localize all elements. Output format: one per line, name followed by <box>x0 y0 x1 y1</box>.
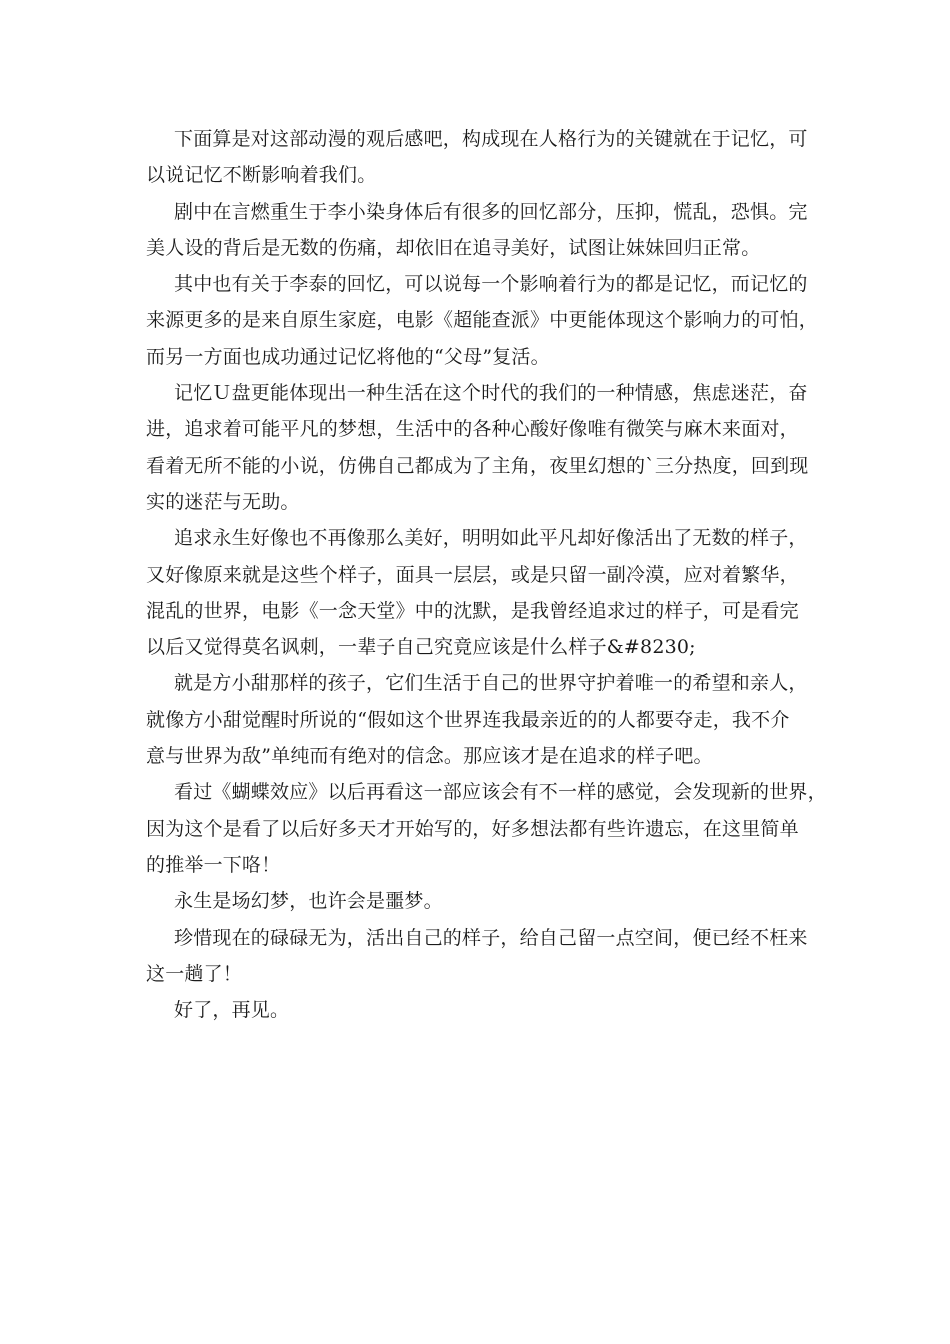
text-line: 就像方小甜觉醒时所说的“假如这个世界连我最亲近的的人都要夺走，我不介 <box>146 708 790 731</box>
text-line: 而另一方面也成功通过记忆将他的“父母”复活。 <box>146 345 550 368</box>
text-line: 又好像原来就是这些个样子，面具一层层，或是只留一副冷漠，应对着繁华， <box>146 563 799 586</box>
text-line: 永生是场幻梦，也许会是噩梦。 <box>174 890 443 913</box>
text-line: 追求永生好像也不再像那么美好，明明如此平凡却好像活出了无数的样子， <box>174 527 808 550</box>
text-line: 以后又觉得莫名讽刺，一辈子自己究竟应该是什么样子&#8230; <box>146 636 696 659</box>
text-line: 的推举一下咯！ <box>146 853 281 876</box>
text-line: 好了，再见。 <box>174 999 290 1022</box>
text-line: 实的迷茫与无助。 <box>146 490 300 513</box>
text-line: 来源更多的是来自原生家庭，电影《超能查派》中更能体现这个影响力的可怕， <box>146 309 819 332</box>
text-line: 其中也有关于李泰的回忆，可以说每一个影响着行为的都是记忆，而记忆的 <box>174 273 808 296</box>
text-line: 以说记忆不断影响着我们。 <box>146 164 377 187</box>
text-line: 这一趟了！ <box>146 962 243 985</box>
text-line: 下面算是对这部动漫的观后感吧，构成现在人格行为的关键就在于记忆，可 <box>174 128 808 150</box>
text-line: 美人设的背后是无数的伤痛，却依旧在追寻美好，试图让妹妹回归正常。 <box>146 236 761 259</box>
text-line: 剧中在言燃重生于李小染身体后有很多的回忆部分，压抑，慌乱，恐惧。完 <box>174 200 808 223</box>
text-line: 珍惜现在的碌碌无为，活出自己的样子，给自己留一点空间，便已经不枉来 <box>174 926 808 949</box>
text-line: 意与世界为敌”单纯而有绝对的信念。那应该才是在追求的样子吧。 <box>146 745 713 768</box>
text-line: 因为这个是看了以后好多天才开始写的，好多想法都有些许遗忘，在这里简单 <box>146 817 799 840</box>
text-line: 看过《蝴蝶效应》以后再看这一部应该会有不一样的感觉，会发现新的世界， <box>174 781 827 804</box>
text-line: 进，追求着可能平凡的梦想，生活中的各种心酸好像唯有微笑与麻木来面对， <box>146 418 799 441</box>
text-line: 就是方小甜那样的孩子，它们生活于自己的世界守护着唯一的希望和亲人， <box>174 672 808 695</box>
article-body <box>146 121 826 1028</box>
text-line: 混乱的世界，电影《一念天堂》中的沈默，是我曾经追求过的样子，可是看完 <box>146 599 799 622</box>
text-line: 看着无所不能的小说，仿佛自己都成为了主角，夜里幻想的`三分热度，回到现 <box>146 454 809 477</box>
text-line: 记忆Ｕ盘更能体现出一种生活在这个时代的我们的一种情感，焦虑迷茫，奋 <box>174 382 808 405</box>
